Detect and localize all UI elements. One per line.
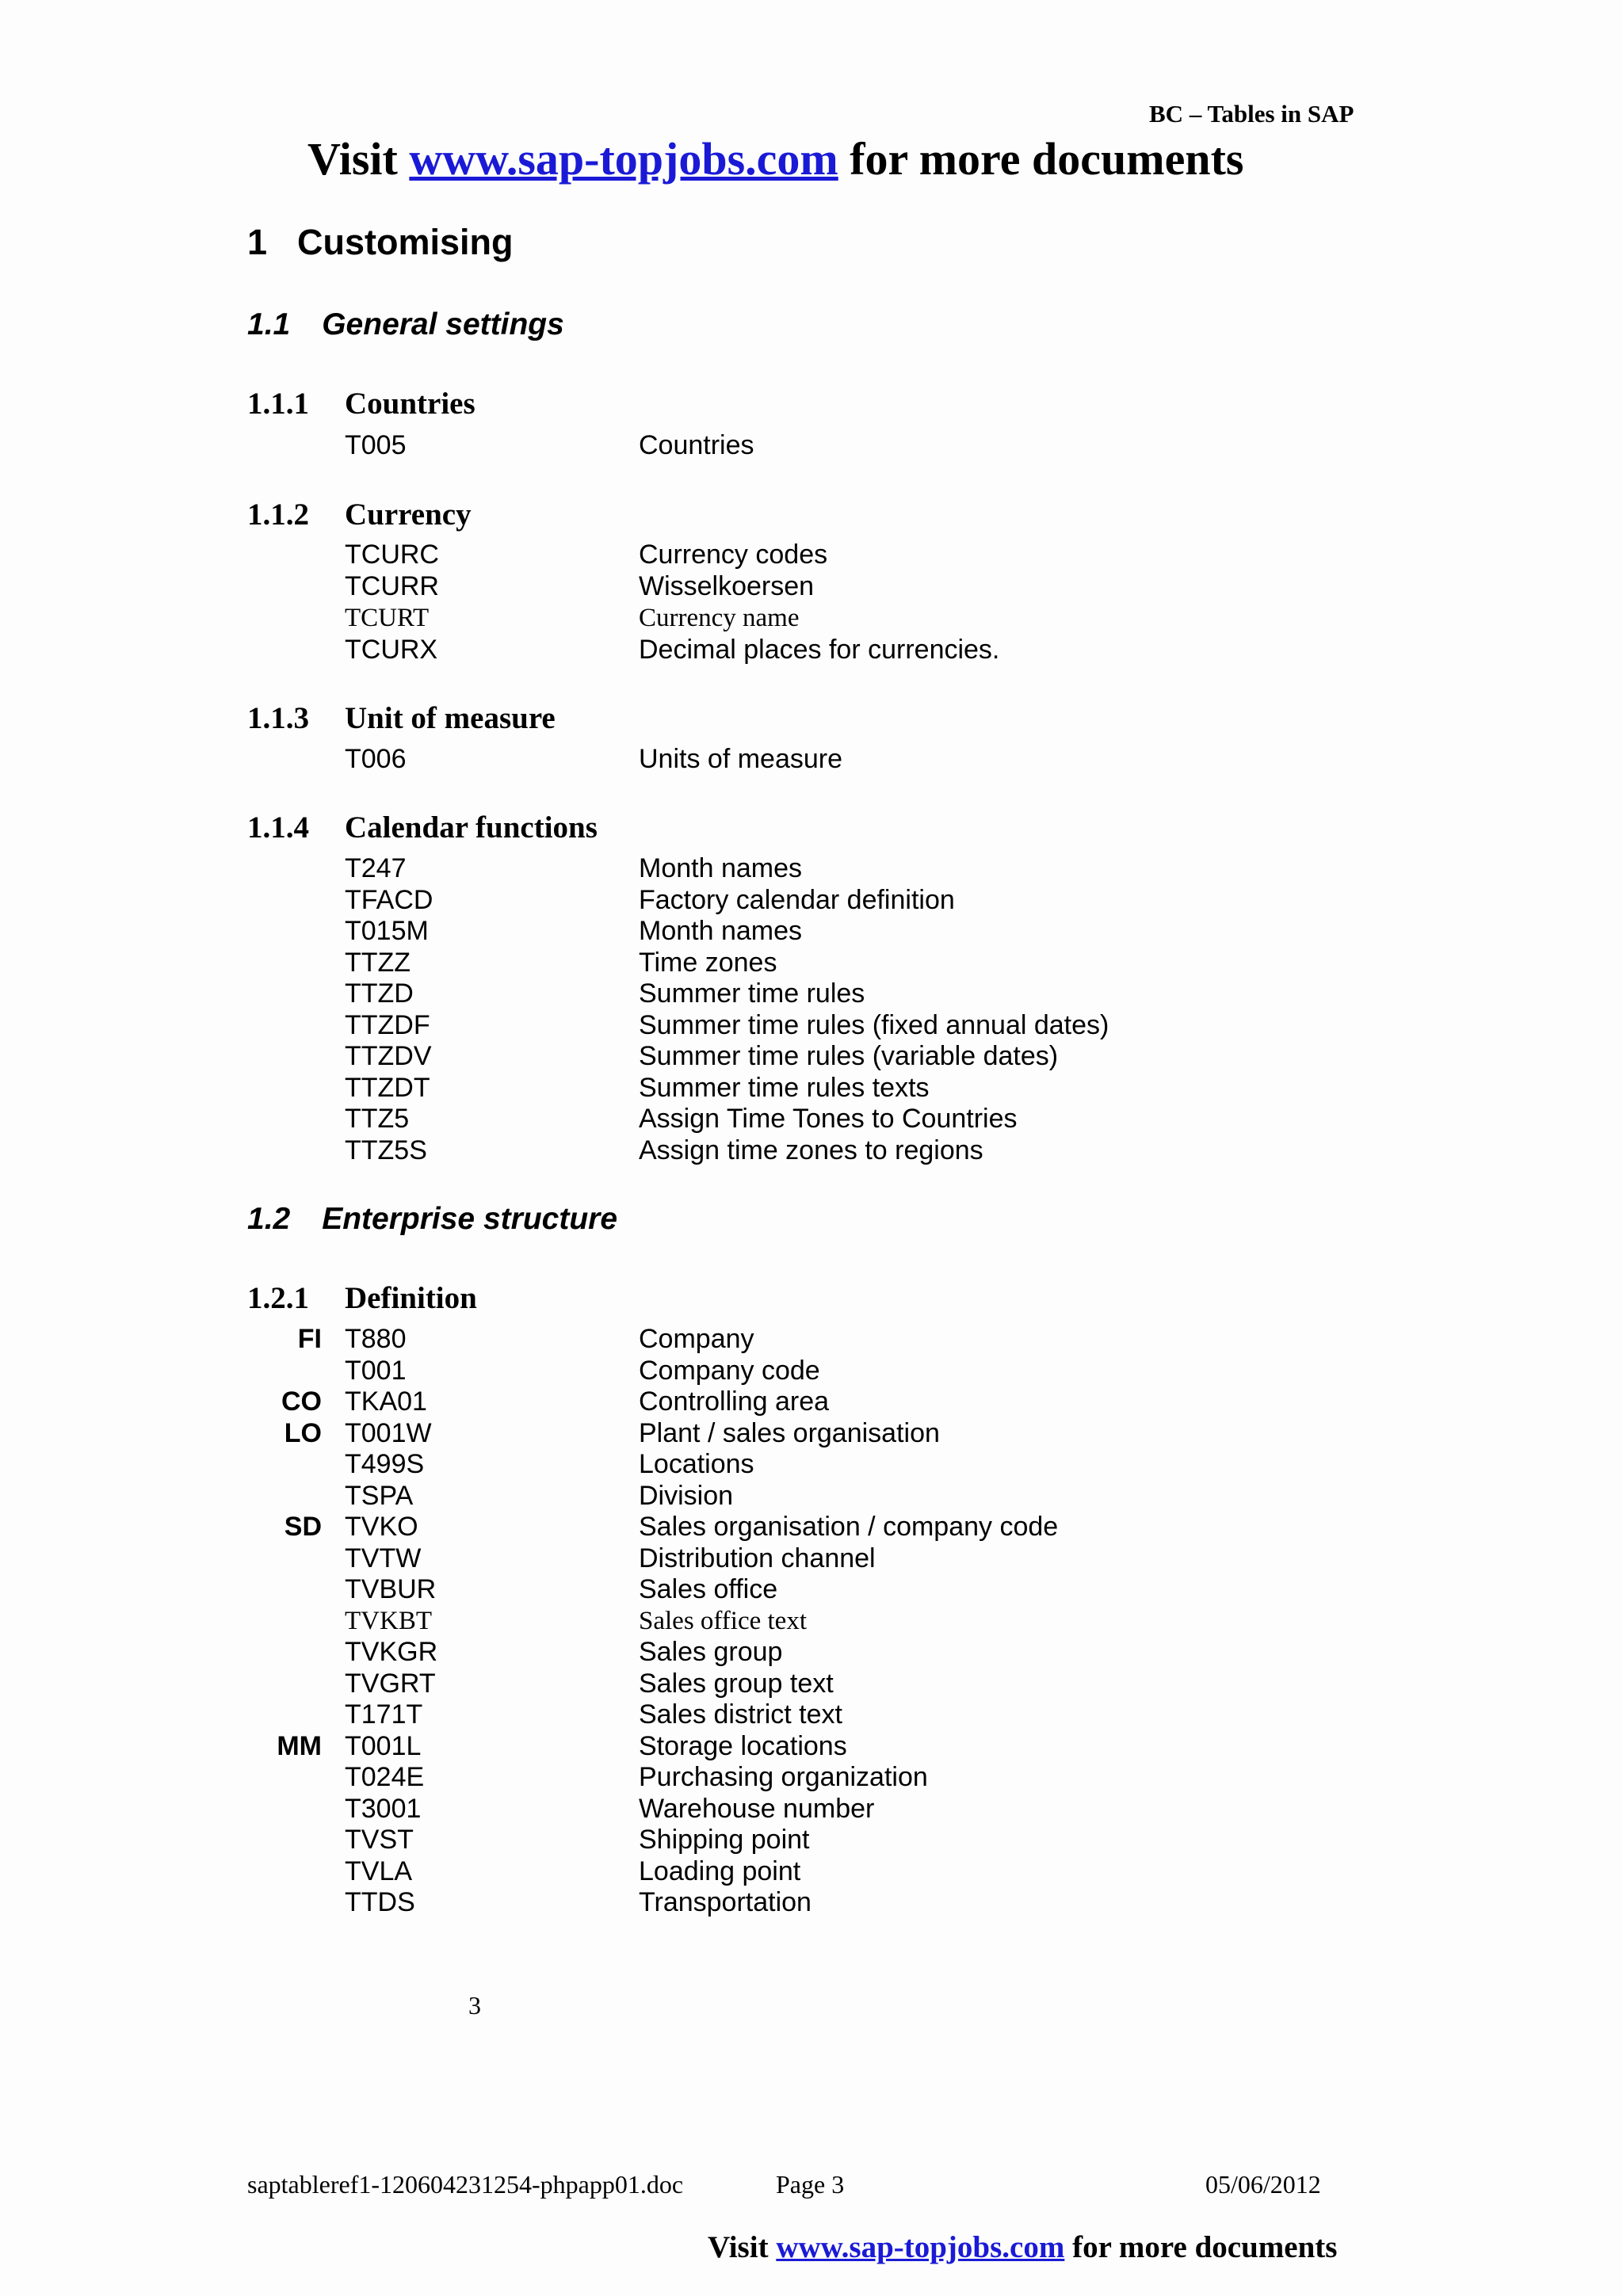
table-description: Month names — [639, 853, 802, 883]
heading-1-1-title: General settings — [322, 307, 564, 341]
page-number: 3 — [468, 1991, 481, 2019]
table-row — [0, 852, 1623, 884]
table-description: Factory calendar definition — [639, 885, 955, 915]
table-description: Decimal places for currencies. — [639, 635, 1000, 665]
table-description: Shipping point — [639, 1825, 810, 1855]
table-code: TTZDV — [345, 1041, 432, 1071]
table-description: Purchasing organization — [639, 1762, 928, 1792]
module-label: LO — [284, 1418, 322, 1448]
table-description: Summer time rules texts — [639, 1073, 930, 1103]
table-code: TTZDF — [345, 1010, 430, 1040]
table-description: Summer time rules — [639, 978, 865, 1009]
module-label: FI — [297, 1324, 322, 1354]
table-code: T001L — [345, 1731, 422, 1761]
table-code: T001W — [345, 1418, 432, 1448]
table-code: TCURT — [345, 604, 430, 632]
table-row — [0, 1386, 1623, 1417]
table-code: TSPA — [345, 1481, 414, 1511]
table-code: TTDS — [345, 1887, 415, 1917]
table-row — [0, 1886, 1623, 1918]
table-code: TTZ5S — [345, 1135, 427, 1165]
table-code: TVST — [345, 1825, 414, 1855]
table-code: TVBUR — [345, 1574, 437, 1604]
table-code: TCURR — [345, 571, 439, 601]
footer-filename: saptableref1-120604231254-phpapp01.doc — [247, 2170, 684, 2199]
table-row — [0, 884, 1623, 916]
heading-1-1-2-title: Currency — [345, 498, 472, 532]
visit-prefix: Visit — [307, 133, 410, 185]
table-description: Currency name — [639, 604, 800, 632]
table-description: Summer time rules (variable dates) — [639, 1041, 1059, 1071]
table-row — [0, 1636, 1623, 1668]
table-row — [0, 1573, 1623, 1605]
visit-footer-suffix: for more documents — [1064, 2230, 1338, 2264]
table-row — [0, 1699, 1623, 1730]
table-code: T015M — [345, 916, 429, 946]
table-row — [0, 429, 1623, 461]
visit-banner — [307, 133, 1244, 185]
table-description: Wisselkoersen — [639, 571, 815, 601]
table-row — [0, 1072, 1623, 1104]
table-code: TFACD — [345, 885, 433, 915]
table-row — [0, 1040, 1623, 1072]
table-row — [0, 1009, 1623, 1041]
heading-1-title: Customising — [297, 222, 514, 262]
heading-1-1-4-title: Calendar functions — [345, 810, 598, 845]
table-row — [0, 539, 1623, 570]
heading-1-1-3-title: Unit of measure — [345, 701, 556, 735]
table-description: Company — [639, 1324, 754, 1354]
table-description: Currency codes — [639, 540, 828, 570]
heading-1-1-4 — [247, 812, 598, 843]
module-label: MM — [277, 1731, 322, 1761]
table-row — [0, 915, 1623, 947]
table-row — [0, 947, 1623, 978]
table-row — [0, 570, 1623, 602]
table-code: T005 — [345, 430, 407, 460]
table-row — [0, 743, 1623, 775]
heading-1-1-3-number: 1.1.3 — [247, 701, 309, 735]
table-row — [0, 602, 1623, 634]
table-description: Assign time zones to regions — [639, 1135, 983, 1165]
table-row — [0, 1730, 1623, 1762]
table-description: Company code — [639, 1356, 820, 1386]
table-row — [0, 1761, 1623, 1793]
table-code: TVLA — [345, 1856, 413, 1886]
heading-1-2-1-number: 1.2.1 — [247, 1281, 309, 1315]
table-code: T499S — [345, 1449, 425, 1479]
table-code: T171T — [345, 1699, 423, 1730]
table-code: TTZD — [345, 978, 414, 1009]
table-description: Month names — [639, 916, 802, 946]
heading-1-1-2 — [247, 499, 472, 530]
table-row — [0, 1543, 1623, 1574]
table-row — [0, 1417, 1623, 1449]
table-description: Units of measure — [639, 744, 842, 774]
table-code: T3001 — [345, 1794, 422, 1824]
table-code: TVGRT — [345, 1669, 436, 1699]
table-code: TTZDT — [345, 1073, 430, 1103]
table-description: Sales group — [639, 1637, 783, 1667]
table-description: Warehouse number — [639, 1794, 875, 1824]
table-row — [0, 1855, 1623, 1887]
heading-1-1-number: 1.1 — [247, 307, 291, 341]
table-code: TKA01 — [345, 1386, 427, 1417]
table-description: Loading point — [639, 1856, 801, 1886]
module-label: SD — [284, 1512, 322, 1542]
heading-1-1-2-number: 1.1.2 — [247, 498, 309, 532]
table-row — [0, 634, 1623, 666]
table-description: Sales office text — [639, 1607, 807, 1635]
table-description: Distribution channel — [639, 1543, 876, 1573]
table-description: Assign Time Tones to Countries — [639, 1104, 1018, 1134]
heading-1-2 — [247, 1203, 617, 1234]
visit-footer-prefix: Visit — [708, 2230, 777, 2264]
table-code: T880 — [345, 1324, 407, 1354]
visit-footer-banner — [708, 2232, 1337, 2263]
module-label: CO — [281, 1386, 322, 1417]
table-row — [0, 1824, 1623, 1855]
table-description: Plant / sales organisation — [639, 1418, 940, 1448]
table-code: T001 — [345, 1356, 407, 1386]
table-row — [0, 1103, 1623, 1135]
table-row — [0, 1511, 1623, 1543]
table-description: Time zones — [639, 948, 777, 978]
table-code: TCURC — [345, 540, 439, 570]
heading-1-1-3 — [247, 703, 556, 734]
table-row — [0, 1480, 1623, 1512]
visit-suffix: for more documents — [838, 133, 1244, 185]
table-code: TVKBT — [345, 1607, 432, 1635]
table-row — [0, 1355, 1623, 1386]
table-description: Sales organisation / company code — [639, 1512, 1059, 1542]
heading-1-1-4-number: 1.1.4 — [247, 810, 309, 845]
heading-1-1-1 — [247, 388, 475, 419]
table-description: Sales office — [639, 1574, 778, 1604]
table-row — [0, 1135, 1623, 1166]
table-row — [0, 1448, 1623, 1480]
table-row — [0, 1323, 1623, 1355]
table-description: Transportation — [639, 1887, 812, 1917]
table-row — [0, 1668, 1623, 1699]
heading-1-2-1 — [247, 1283, 477, 1314]
footer-date: 05/06/2012 — [1205, 2170, 1321, 2199]
table-code: TVKO — [345, 1512, 418, 1542]
table-code: TTZZ — [345, 948, 411, 978]
table-description: Division — [639, 1481, 734, 1511]
table-description: Countries — [639, 430, 754, 460]
table-row — [0, 1605, 1623, 1637]
table-code: TTZ5 — [345, 1104, 410, 1134]
table-code: T006 — [345, 744, 407, 774]
sap-topjobs-footer-link[interactable]: www.sap-topjobs.com — [776, 2230, 1065, 2264]
table-code: T247 — [345, 853, 407, 883]
table-description: Controlling area — [639, 1386, 830, 1417]
table-description: Locations — [639, 1449, 754, 1479]
sap-topjobs-link[interactable]: www.sap-topjobs.com — [409, 133, 838, 185]
table-code: T024E — [345, 1762, 425, 1792]
table-row — [0, 1793, 1623, 1825]
heading-1-2-number: 1.2 — [247, 1202, 291, 1236]
heading-1-1-1-number: 1.1.1 — [247, 387, 309, 421]
heading-1-2-title: Enterprise structure — [322, 1202, 618, 1236]
table-description: Summer time rules (fixed annual dates) — [639, 1010, 1109, 1040]
table-code: TCURX — [345, 635, 438, 665]
table-description: Sales group text — [639, 1669, 834, 1699]
heading-1-1-1-title: Countries — [345, 387, 475, 421]
heading-1-2-1-title: Definition — [345, 1281, 477, 1315]
table-code: TVTW — [345, 1543, 422, 1573]
heading-1 — [247, 224, 514, 260]
table-code: TVKGR — [345, 1637, 438, 1667]
table-description: Sales district text — [639, 1699, 842, 1730]
table-row — [0, 978, 1623, 1009]
table-description: Storage locations — [639, 1731, 847, 1761]
running-header: BC – Tables in SAP — [1149, 100, 1354, 128]
heading-1-number: 1 — [247, 222, 268, 262]
footer-page: Page 3 — [776, 2170, 845, 2199]
heading-1-1 — [247, 309, 564, 340]
